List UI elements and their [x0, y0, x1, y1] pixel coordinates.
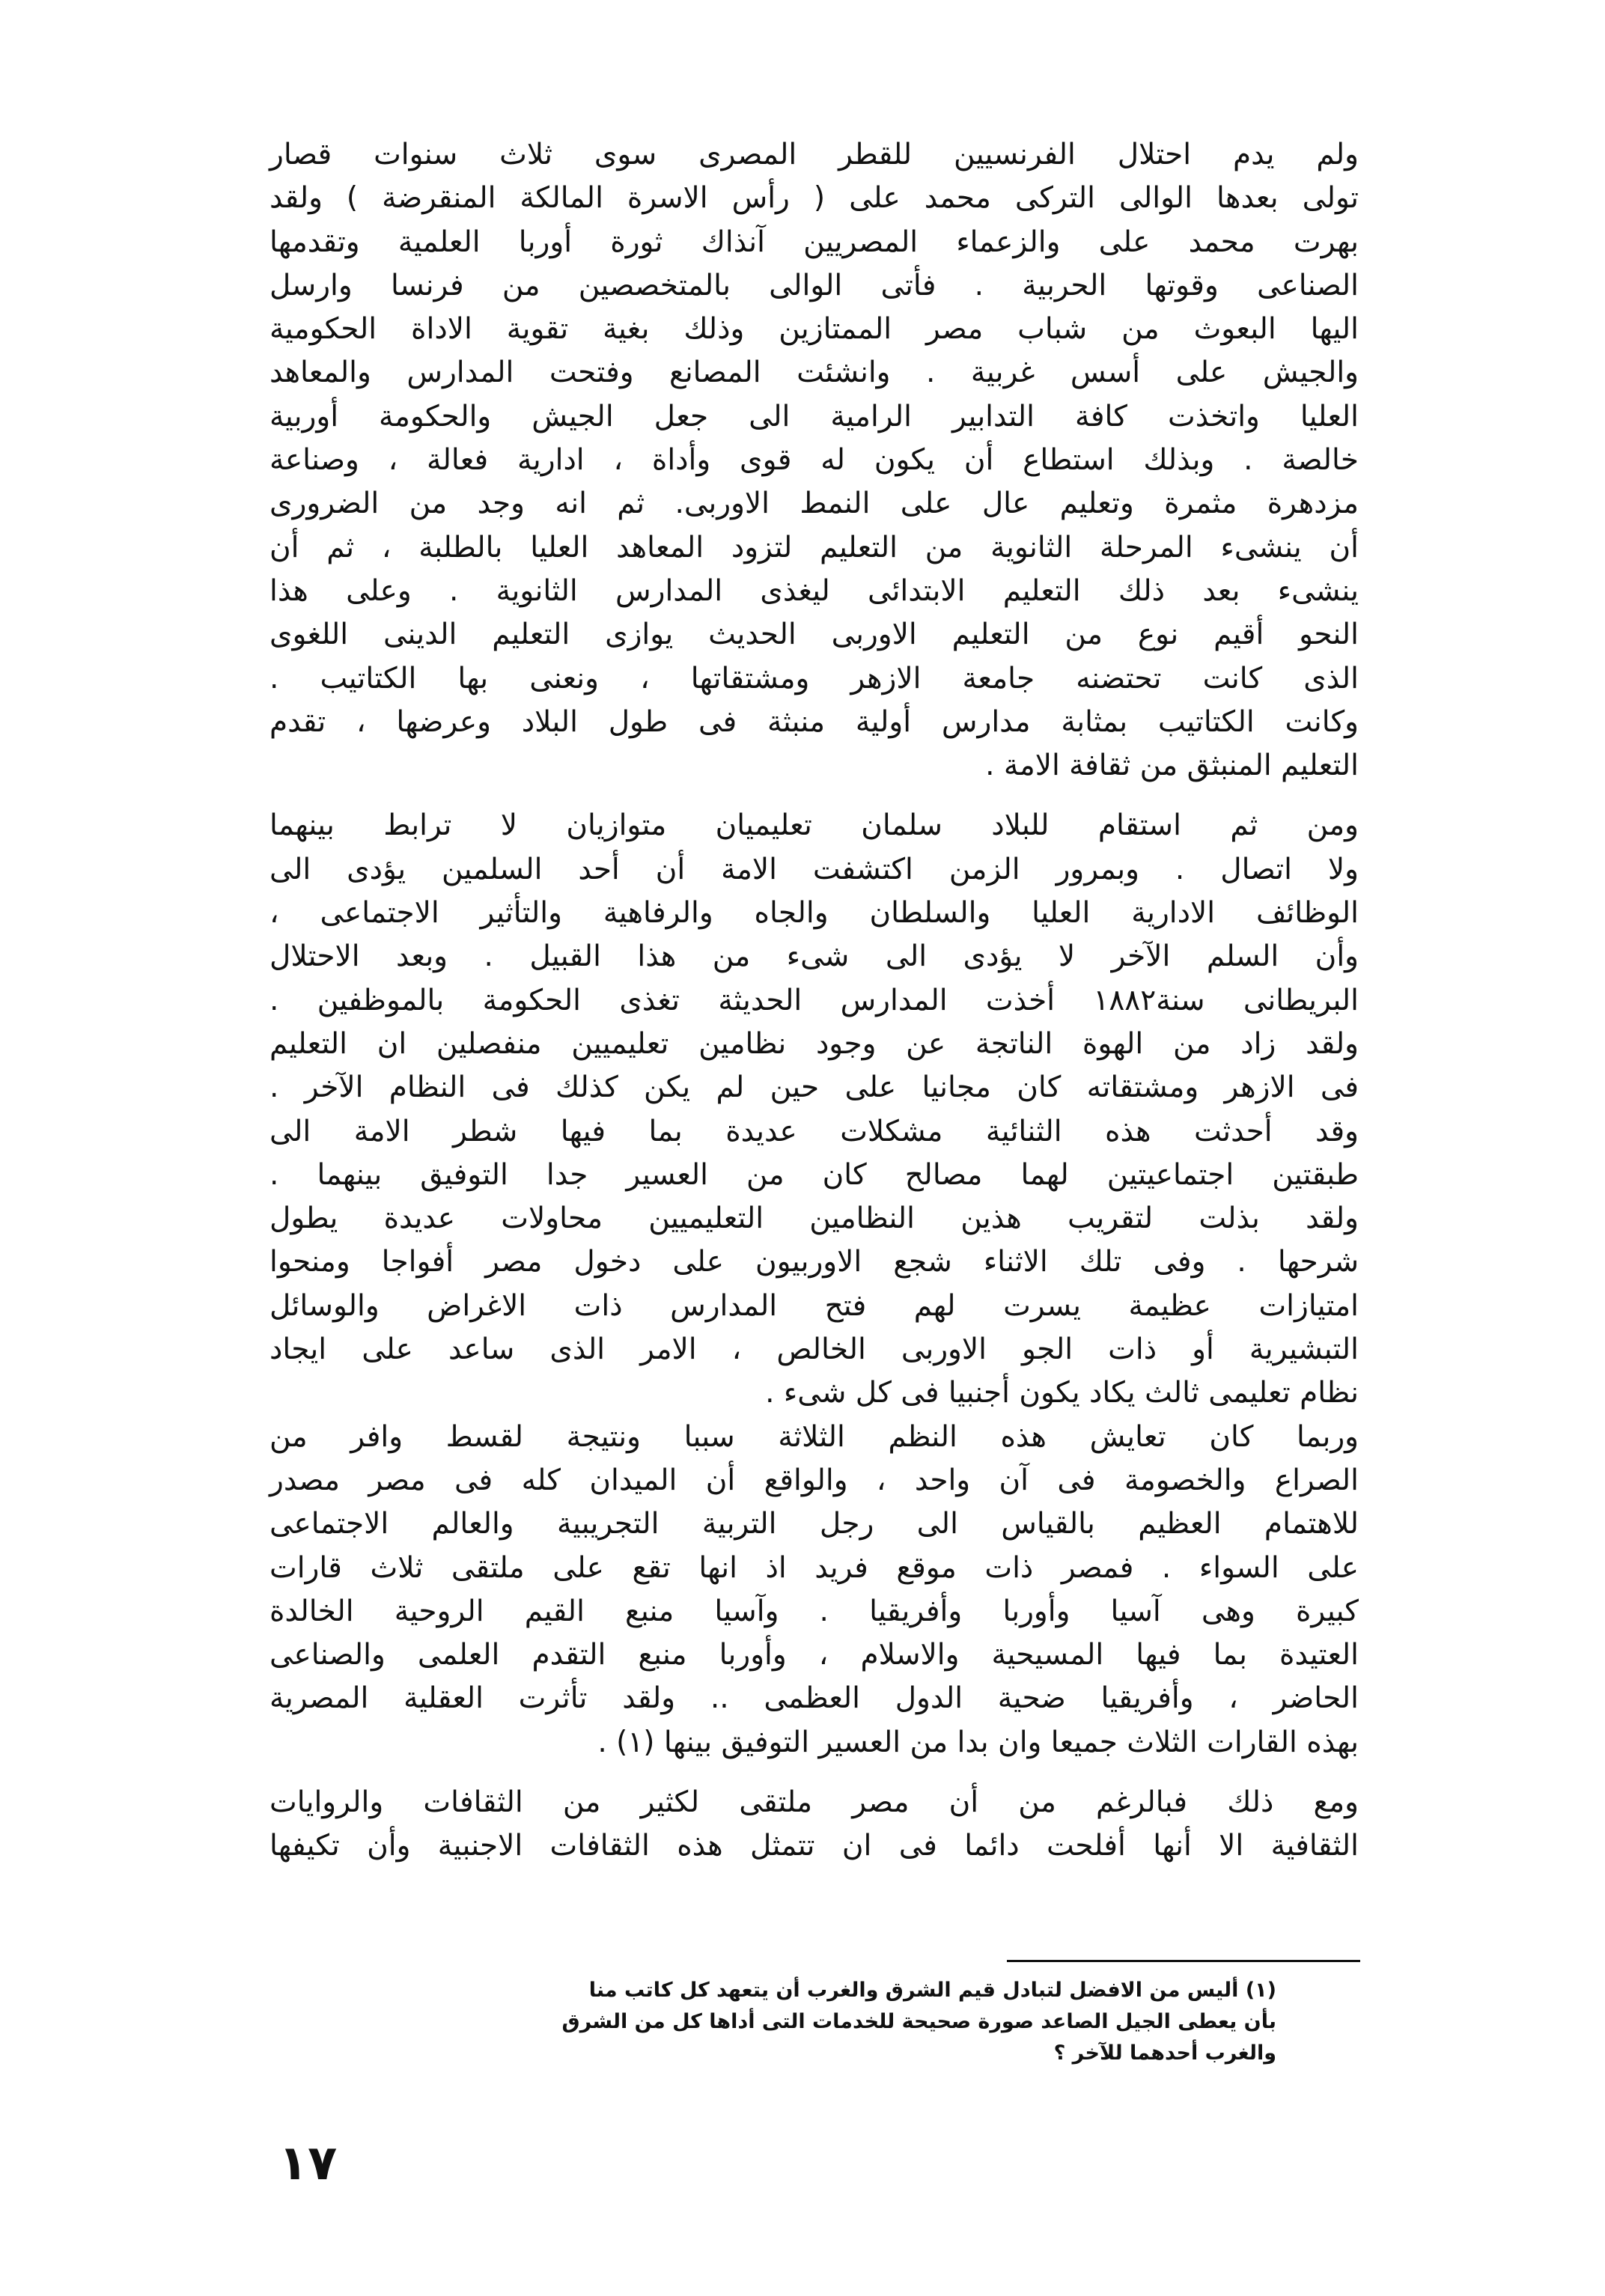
text-line: ولا اتصال . وبمرور الزمن اكتشفت الامة أن أحد السلمين يؤدى الى: [269, 852, 1359, 886]
text-line: الذى كانت تحتضنه جامعة الازهر ومشتقاتها ، ونعنى بها الكتاتيب .: [269, 661, 1359, 695]
text-line: العليا واتخذت كافة التدابير الرامية الى جعل الجيش والحكومة أوربية: [269, 399, 1359, 433]
text-line: شرحها . وفى تلك الاثناء شجع الاوربيون على دخول مصر أفواجا ومنحوا: [269, 1245, 1359, 1279]
text-line: طبقتين اجتماعيتين لهما مصالح كان من العسير جدا التوفيق بينهما .: [269, 1157, 1359, 1192]
text-line: البريطانى سنة١٨٨٢ أخذت المدارس الحديثة تغذى الحكومة بالموظفين .: [269, 983, 1359, 1017]
text-line: وكانت الكتاتيب بمثابة مدارس أولية منبثة فى طول البلاد وعرضها ، تقدم: [269, 704, 1359, 739]
paragraph-3: [269, 1416, 1359, 1764]
footnote: [378, 1975, 1276, 2069]
text-line: تولى بعدها الوالى التركى محمد على ( رأس الاسرة المالكة المنقرضة ) ولقد: [269, 181, 1359, 216]
text-line: على السواء . فمصر ذات موقع فريد اذ انها تقع على ملتقى ثلاث قارات: [269, 1550, 1359, 1585]
text-line: الصراع والخصومة فى آن واحد ، والواقع أن الميدان كله فى مصر مصدر: [269, 1463, 1359, 1497]
text-line: الوظائف الادارية العليا والسلطان والجاه والرفاهية والتأثير الاجتماعى ،: [269, 896, 1359, 931]
text-line: الحاضر ، وأفريقيا ضحية الدول العظمى .. ولقد تأثرت العقلية المصرية: [269, 1681, 1359, 1716]
text-line: للاهتمام العظيم بالقياس الى رجل التربية التجريبية والعالم الاجتماعى: [269, 1507, 1359, 1541]
text-line: ولقد بذلت لتقريب هذين النظامين التعليميين محاولات عديدة يطول: [269, 1202, 1359, 1236]
text-line: الصناعى وقوتها الحربية . فأتى الوالى بالمتخصصين من فرنسا وارسل: [269, 268, 1359, 302]
text-line: التبشيرية أو ذات الجو الاوربى الخالص ، الامر الذى ساعد على ايجاد: [269, 1333, 1359, 1367]
text-line: كبيرة وهى آسيا وأوربا وأفريقيا . وآسيا منبع القيم الروحية الخالدة: [269, 1594, 1359, 1628]
paragraph-2: [269, 804, 1359, 1415]
paragraph-1: [269, 133, 1359, 788]
text-line: نظام تعليمى ثالث يكاد يكون أجنبيا فى كل شىء .: [765, 1376, 1359, 1410]
body-text: [269, 133, 1359, 1869]
text-line: ولم يدم احتلال الفرنسيين للقطر المصرى سوى ثلاث سنوات قصار: [269, 138, 1359, 171]
page-number: ١٧: [278, 2136, 338, 2191]
text-line: ينشىء بعد ذلك التعليم الابتدائى ليغذى المدارس الثانوية . وعلى هذا: [269, 573, 1359, 608]
text-line: بهرت محمد على والزعماء المصريين آنذاك ثورة أوربا العلمية وتقدمها: [269, 225, 1359, 259]
text-line: الثقافية الا أنها أفلحت دائما فى ان تتمثل هذه الثقافات الاجنبية وأن تكيفها: [269, 1829, 1359, 1863]
paragraph-4: [269, 1781, 1359, 1869]
text-line: خالصة . وبذلك استطاع أن يكون له قوى وأداة ، ادارية فعالة ، وصناعة: [269, 443, 1359, 478]
text-line: بهذه القارات الثلاث جميعا وان بدا من العسير التوفيق بينها (١) .: [597, 1725, 1359, 1759]
text-line: العتيدة بما فيها المسيحية والاسلام ، وأوربا منبع التقدم العلمى والصناعى: [269, 1638, 1359, 1672]
text-line: وأن السلم الآخر لا يؤدى الى شىء من هذا القبيل . وبعد الاحتلال: [269, 940, 1359, 974]
text-line: التعليم المنبثق من ثقافة الامة .: [985, 749, 1359, 783]
text-line: اليها البعوث من شباب مصر الممتازين وذلك بغية تقوية الاداة الحكومية: [269, 312, 1359, 347]
text-line: مزدهرة مثمرة وتعليم عال على النمط الاوربى. ثم انه وجد من الضرورى: [269, 487, 1359, 521]
footnote-line: (١) أليس من الافضل لتبادل قيم الشرق والغرب أن يتعهد كل كاتب منا: [588, 1979, 1276, 2002]
text-line: والجيش على أسس غربية . وانشئت المصانع وفتحت المدارس والمعاهد: [269, 356, 1359, 390]
text-line: فى الازهر ومشتقاته كان مجانيا على حين لم يكن كذلك فى النظام الآخر .: [269, 1071, 1359, 1105]
text-line: أن ينشىء المرحلة الثانوية من التعليم لتزود المعاهد العليا بالطلبة ، ثم أن: [269, 530, 1359, 564]
text-line: امتيازات عظيمة يسرت لهم فتح المدارس ذات الاغراض والوسائل: [269, 1288, 1359, 1323]
text-line: ومع ذلك فبالرغم من أن مصر ملتقى لكثير من الثقافات والروايات: [269, 1785, 1359, 1819]
footnote-divider: [1007, 1960, 1360, 1962]
footnote-line: بأن يعطى الجيل الصاعد صورة صحيحة للخدمات التى أداها كل من الشرق: [561, 2010, 1276, 2033]
text-line: النحو أقيم نوع من التعليم الاوربى الحديث يوازى التعليم الدينى اللغوى: [269, 618, 1359, 652]
text-line: وقد أحدثت هذه الثنائية مشكلات عديدة بما فيها شطر الامة الى: [269, 1114, 1359, 1148]
text-line: ومن ثم استقام للبلاد سلمان تعليميان متوازيان لا ترابط بينهما: [269, 809, 1359, 843]
text-line: وربما كان تعايش هذه النظم الثلاثة سببا ونتيجة لقسط وافر من: [269, 1419, 1359, 1454]
footnote-line: والغرب أحدهما للآخر ؟: [1053, 2041, 1276, 2065]
text-line: ولقد زاد من الهوة الناتجة عن وجود نظامين تعليميين منفصلين ان التعليم: [269, 1026, 1359, 1061]
